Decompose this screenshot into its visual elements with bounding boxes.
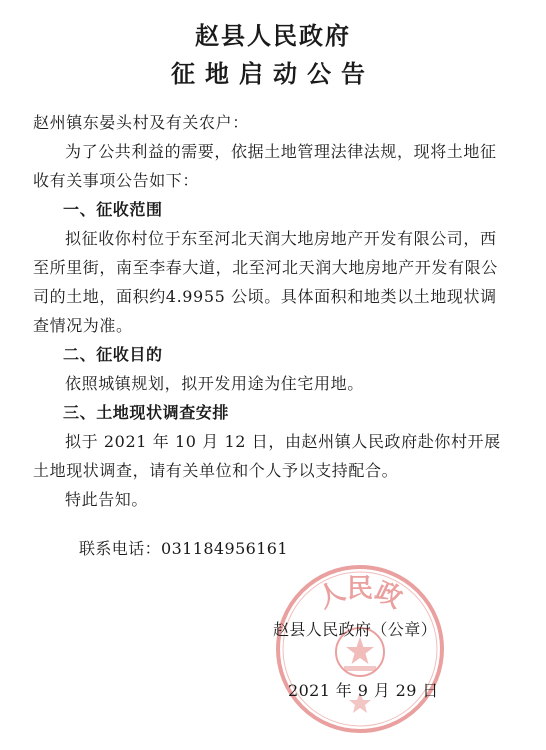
issuer-line: 赵县人民政府（公章） [273,620,438,639]
closing-line: 特此告知。 [65,490,149,509]
addressee: 赵州镇东晏头村及有关农户： [33,113,249,132]
section-heading-purpose: 二、征收目的 [63,345,163,364]
contact-label: 联系电话： [79,539,162,558]
section-text-purpose: 依照城镇规划，拟开发用途为住宅用地。 [65,374,364,393]
intro-paragraph: 为了公共利益的需要，依据土地管理法律法规，现将土地征收有关事项公告如下： [33,142,497,190]
contact-phone: 031184956161 [161,539,288,558]
seal-text: 人民政 [313,574,407,615]
document-subtitle: 征地启动公告 [171,59,375,88]
document-title: 赵县人民政府 [195,21,351,50]
official-seal-stamp [271,560,449,738]
section-heading-survey: 三、土地现状调查安排 [63,403,230,422]
contact-line [79,534,288,563]
section-text-scope: 拟征收你村位于东至河北天润大地房地产开发有限公司，西至所里街，南至李春大道，北至河北天润大地房地产开发有限公司的土地，面积约4.9955 公顷。具体面积和地类以土地现状调查情况为准。 [33,229,498,335]
issue-date: 2021 年 9 月 29 日 [288,681,439,700]
section-heading-scope: 一、征收范围 [63,200,163,219]
svg-text:人民政 [313,574,407,615]
section-text-survey: 拟于 2021 年 10 月 12 日，由赵州镇人民政府赴你村开展土地现状调查，请有关单位和个人予以支持配合。 [33,432,501,480]
